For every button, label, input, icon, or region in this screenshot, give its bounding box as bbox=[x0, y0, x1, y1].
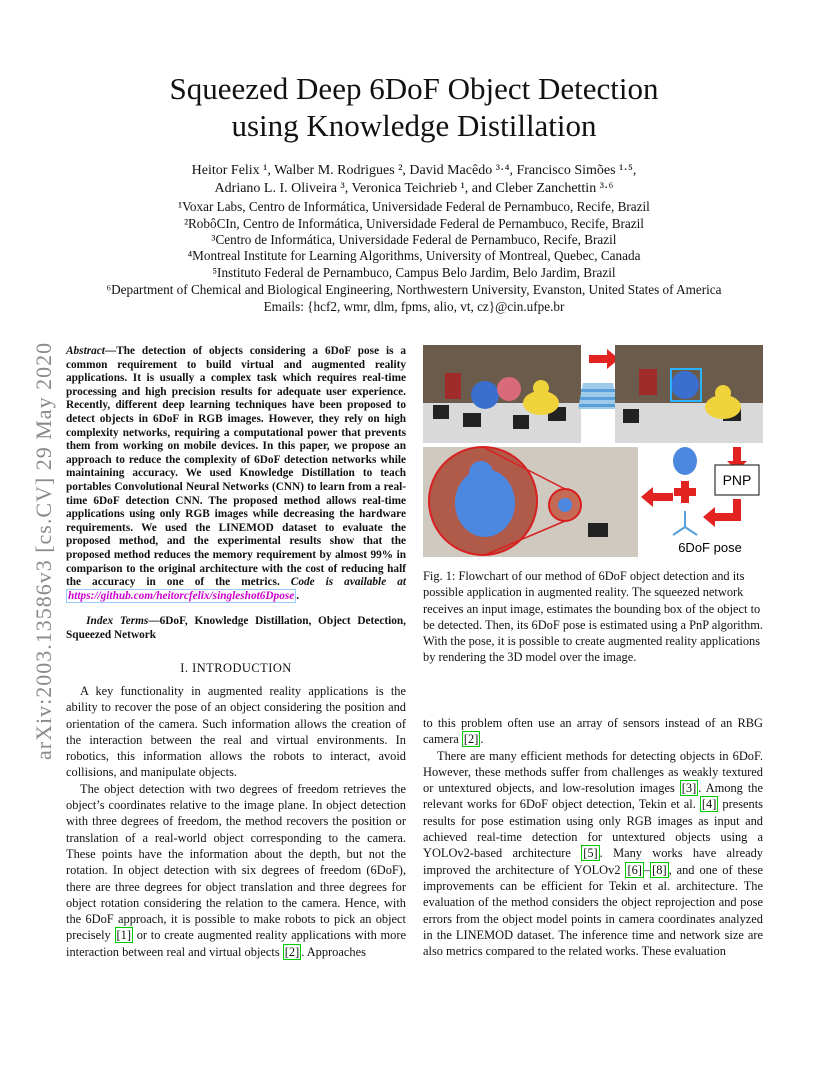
title-line-1: Squeezed Deep 6DoF Object Detection bbox=[169, 71, 659, 106]
intro-paragraph-3 bbox=[423, 748, 763, 960]
network-arrow bbox=[578, 349, 619, 409]
p3-text-c: presents results for pose estimation using only RGB images as input and achieved real-time detection for untextured objects using a YOLOv2-based architecture bbox=[423, 797, 763, 861]
intro-paragraph-2 bbox=[66, 781, 406, 960]
code-link[interactable]: https://github.com/heitorcfelix/singleshot6Dpose bbox=[68, 589, 295, 602]
p3-text-b: . Among the relevant works for 6DoF object detection, Tekin et al. bbox=[423, 781, 763, 812]
abstract-period: . bbox=[296, 589, 300, 602]
emails: Emails: {hcf2, wmr, dlm, fpms, alio, vt, cz}@cin.ufpe.br bbox=[263, 299, 565, 314]
title-line-2: using Knowledge Distillation bbox=[231, 108, 597, 143]
citation-5[interactable]: [5] bbox=[583, 846, 598, 861]
authors-line-1: Heitor Felix ¹, Walber M. Rodrigues ², David Macêdo ³·⁴, Francisco Simões ¹·⁵, bbox=[191, 163, 637, 178]
abstract bbox=[66, 345, 406, 603]
arxiv-sidebar bbox=[11, 280, 56, 760]
pnp-label: PNP bbox=[722, 472, 752, 488]
right-column-body bbox=[423, 715, 763, 959]
section-heading-introduction: I. INTRODUCTION bbox=[180, 661, 292, 675]
pose-label: 6DoF pose bbox=[678, 540, 742, 555]
abstract-label: Abstract bbox=[66, 345, 105, 357]
citation-6[interactable]: [6] bbox=[627, 862, 642, 877]
citation-2b[interactable]: [2] bbox=[463, 732, 479, 747]
citation-8[interactable]: [8] bbox=[652, 862, 667, 877]
paper-title bbox=[0, 70, 828, 144]
figure-1-flowchart bbox=[423, 343, 763, 561]
bounding-box-photo bbox=[615, 345, 763, 443]
input-image-photo bbox=[423, 345, 581, 443]
flowchart-graphic bbox=[423, 343, 763, 561]
index-terms-label: Index Terms bbox=[86, 615, 149, 627]
p3-text-d: . Many works have already improved the architecture of YOLOv2 bbox=[423, 846, 764, 877]
p3-text-e: , and one of these improvements can be efficient for Tekin et al. architecture. The evaluation of the method considers the object reprojection and pose errors from the object model points in camera coordinates analyzed in the LINEMOD dataset. The inference time and network size are also metrics compared to the related works. These evaluation bbox=[423, 862, 763, 959]
arxiv-identifier: arXiv:2003.13586v3 [cs.CV] 29 May 2020 bbox=[31, 341, 56, 760]
abstract-text: —The detection of objects considering a 6DoF pose is a common requirement to build virtual and augmented reality applications. It is usually a complex task which requires real-time processing and high precision results for adequate user experience. Recently, different deep learning techniques have been proposed to detect objects in 6DoF in RGB images. However, they rely on high complexity networks, requiring a computational power that prevents them from working on mobile devices. In this paper, we propose an approach to reduce the complexity of 6DoF detection networks while maintaining accuracy. We used Knowledge Distillation to teach portables Convolutional Neural Networks (CNN) to learn from a real-time 6DoF detection CNN. The proposed method allows real-time applications using only RGB images while decreasing the hardware requirements. We used the LINEMOD dataset to evaluate the proposed method, and the experimental results show that the proposed method reduces the memory requirement by almost 99% in comparison to the original architecture with the cost of reducing half the accuracy in one of the metrics. bbox=[66, 345, 406, 589]
index-terms-text: —6DoF, Knowledge Distillation, Object Detection, Squeezed Network bbox=[66, 615, 406, 641]
affiliation-1: ¹Voxar Labs, Centro de Informática, Universidade Federal de Pernambuco, Recife, Brazil bbox=[178, 199, 650, 214]
figure-1-caption: Fig. 1: Flowchart of our method of 6DoF object detection and its possible application in augmented reality. The squeezed network receives an input image, estimates the bounding box of the object to be detected. Then, its 6DoF pose is estimated using a PnP algorithm. With the pose, it is possible to create augmented reality applications by rendering the 3D model over the image. bbox=[423, 569, 764, 665]
p3-dash: – bbox=[643, 862, 651, 877]
intro-p2-text-b: or to create augmented reality applications with more interaction between real and virtual objects bbox=[66, 928, 406, 959]
intro-continuation bbox=[423, 715, 763, 748]
intro-p2-text-c: . Approaches bbox=[301, 944, 366, 959]
citation-2[interactable]: [2] bbox=[284, 944, 300, 959]
p3-text-a: There are many efficient methods for detecting objects in 6DoF. However, these methods suffer from challenges as weakly textured or untextured objects, and low-resolution images bbox=[423, 748, 763, 796]
intro-p2-text-a: The object detection with two degrees of freedom retrieves the object’s coordinates relative to the image plane. In object detection with three degrees of freedom, the method recovers the position or translation of a real-world object corresponding to the camera. These points have the information about the depth, but not the rotation. In object detection with six degrees of freedom (6DoF), there are three degrees for object translation and three degrees for object rotation considering the relation to the camera. Hence, with the 6DoF approach, it is possible to make robots to pick an object precisely bbox=[66, 781, 406, 943]
affiliation-2: ²RobôCIn, Centro de Informática, Universidade Federal de Pernambuco, Recife, Brazil bbox=[184, 216, 644, 231]
code-availability: Code is available at bbox=[290, 576, 406, 589]
citation-4[interactable]: [4] bbox=[701, 797, 717, 812]
intro-body bbox=[66, 683, 406, 960]
pose-axes-graphic bbox=[673, 511, 697, 535]
affiliation-5: ⁵Instituto Federal de Pernambuco, Campus Belo Jardim, Belo Jardim, Brazil bbox=[212, 265, 616, 280]
affiliation-3: ³Centro de Informática, Universidade Federal de Pernambuco, Recife, Brazil bbox=[211, 232, 617, 247]
affiliation-4: ⁴Montreal Institute for Learning Algorithms, University of Montreal, Quebec, Canada bbox=[187, 248, 641, 263]
citation-3[interactable]: [3] bbox=[681, 781, 697, 796]
cont-text-a: to this problem often use an array of sensors instead of an RBG camera bbox=[423, 716, 763, 747]
cont-text-b: . bbox=[480, 732, 484, 747]
authors-line-2: Adriano L. I. Oliveira ³, Veronica Teichrieb ¹, and Cleber Zanchettin ³·⁶ bbox=[214, 181, 614, 196]
affiliation-6: ⁶Department of Chemical and Biological Engineering, Northwestern University, Evanston, United States of America bbox=[106, 282, 722, 297]
citation-1[interactable]: [1] bbox=[116, 928, 131, 943]
intro-paragraph-1: A key functionality in augmented reality applications is the ability to recover the pose of an object considering the position and orientation of the camera. Such information allows the creation of the interaction between the real and virtual environments. In robotics, this information allows the robots to interact, avoid collisions, and manipulate objects. bbox=[66, 684, 406, 780]
augmented-reality-photo bbox=[423, 447, 638, 557]
index-terms bbox=[66, 615, 406, 642]
